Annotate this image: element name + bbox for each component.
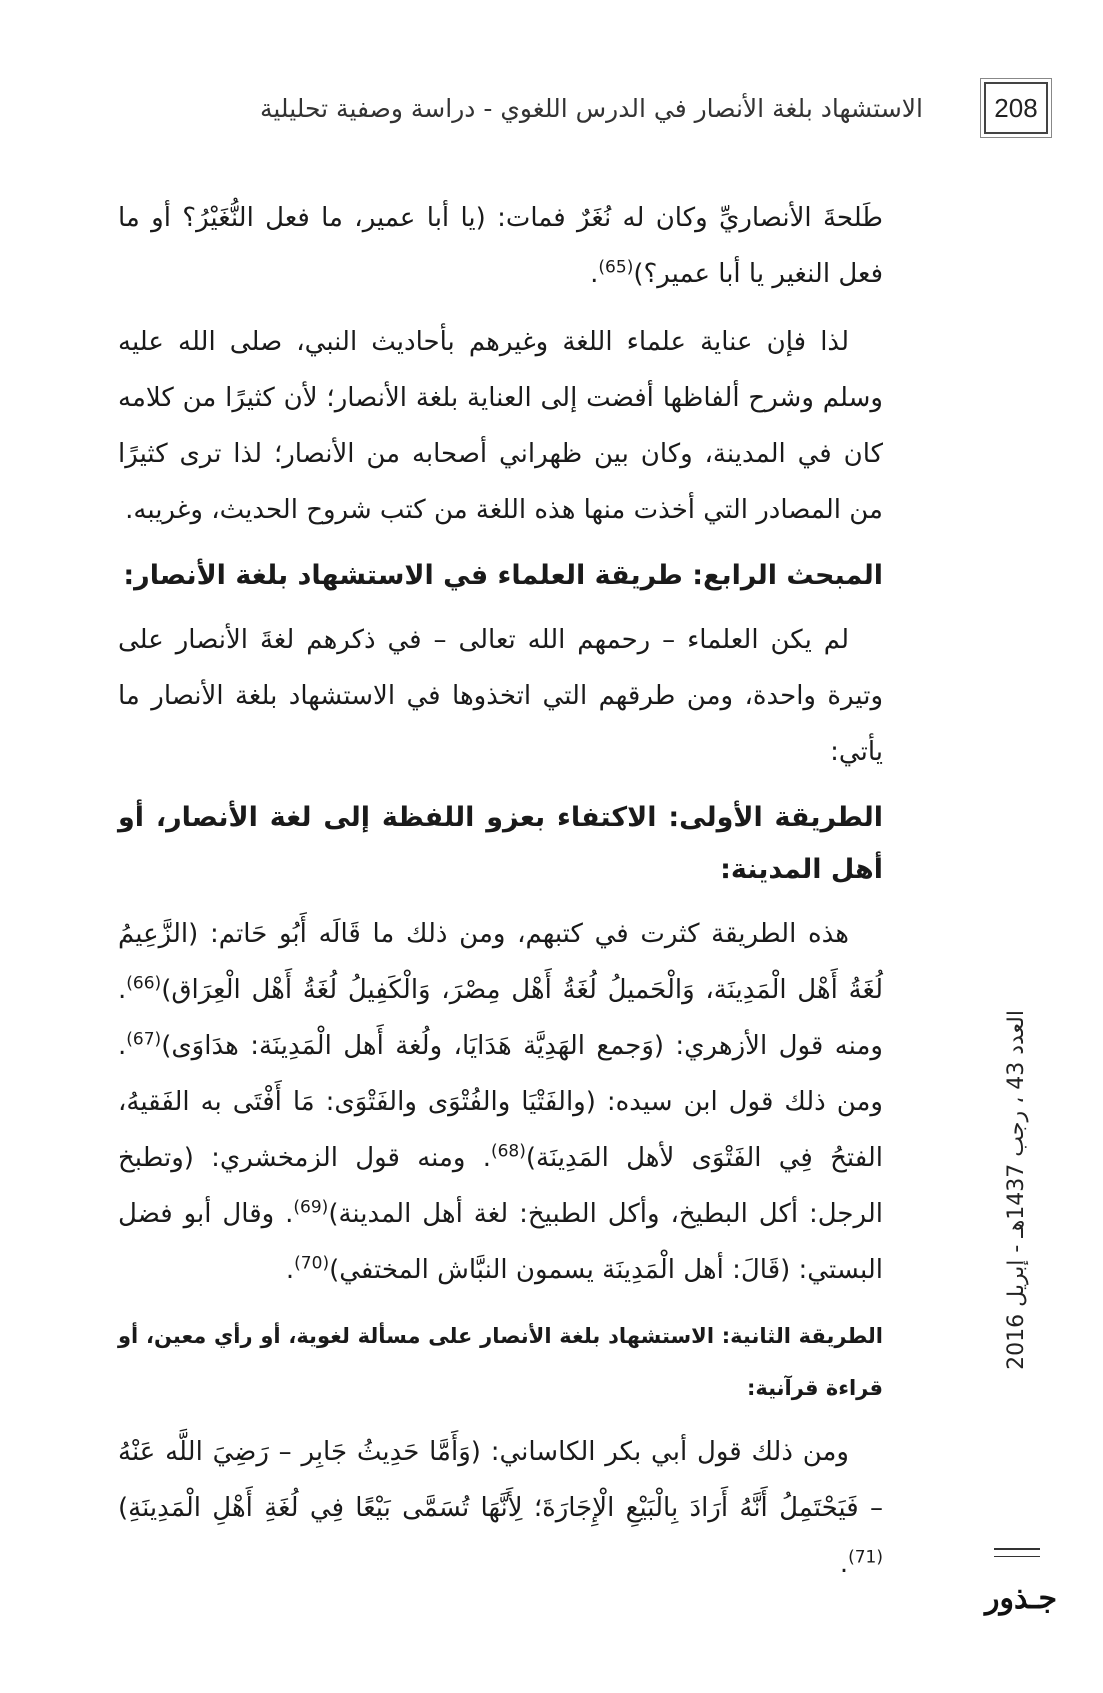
footnote-ref-65: (65)	[598, 257, 634, 278]
paragraph-5	[118, 1424, 883, 1592]
quote-ibn-sidah: . ومن ذلك قول ابن سيده: (والفَتْيَا والفُتْوَى والفَتْوَى: مَا أَفْتَى به الفَقيهُ، الفتحُ فِي الفَتْوَى لأهل المَدِينَة)	[118, 1031, 883, 1173]
method-heading-2: الطريقة الثانية: الاستشهاد بلغة الأنصار على مسألة لغوية، أو رأي معين، أو قراءة قرآنية:	[118, 1324, 883, 1400]
footnote-ref-70: (70)	[294, 1253, 330, 1274]
section-heading-4: المبحث الرابع: طريقة العلماء في الاستشهاد بلغة الأنصار:	[123, 560, 883, 591]
paragraph-4-end: .	[285, 1255, 295, 1285]
issue-info: العدد 43 ، رجب 1437هـ - إبريل 2016	[1004, 1010, 1029, 1370]
paragraph-3: لم يكن العلماء – رحمهم الله تعالى – في ذكرهم لغةَ الأنصار على وتيرة واحدة، ومن طرقهم التي اتخذوها في الاستشهاد بلغة الأنصار ما يأتي:	[118, 625, 883, 767]
quote-zamakhshari: . ومنه قول الزمخشري: (وتطبخ الرجل: أكل البطيخ، وأكل الطبيخ: لغة أهل المدينة)	[118, 1143, 883, 1229]
paragraph-2: لذا فإن عناية علماء اللغة وغيرهم بأحاديث النبي، صلى الله عليه وسلم وشرح ألفاظها أفضت إلى العناية بلغة الأنصار؛ لأن كثيرًا من كلامه كان في المدينة، وكان بين ظهراني أصحابه من الأنصار؛ لذا ترى كثيرًا من المصادر التي أخذت منها هذه اللغة من كتب شروح الحديث، وغريبه.	[118, 327, 883, 525]
side-divider	[994, 1548, 1040, 1557]
footnote-ref-66: (66)	[126, 973, 162, 994]
journal-logo: جـذور	[984, 1581, 1058, 1616]
paragraph-1: طَلحةَ الأنصاريِّ وكان له نُغَرٌ فمات: (يا أبا عمير، ما فعل النُّغَيْرُ؟ أو ما فعل النغير يا أبا عمير؟)$^{(65)}$.	[118, 203, 883, 289]
page-header	[130, 82, 1048, 146]
paragraph-1-text: طَلحةَ الأنصاريِّ وكان له نُغَرٌ فمات: (يا أبا عمير، ما فعل النُّغَيْرُ؟ أو ما فعل النغير يا أبا عمير؟)	[118, 203, 883, 289]
method-heading-1: الطريقة الأولى: الاكتفاء بعزو اللفظة إلى لغة الأنصار، أو أهل المدينة:	[118, 802, 883, 885]
article-body	[118, 190, 883, 1604]
footnote-ref-69: (69)	[293, 1197, 329, 1218]
page-number: 208	[984, 82, 1048, 134]
quote-busti: . وقال أبو فضل البستي: (قَالَ: أهل الْمَدِينَة يسمون النبَّاش المختفي)	[118, 1199, 883, 1285]
paragraph-5-end: .	[839, 1549, 849, 1579]
quote-kasani: ومن ذلك قول أبي بكر الكاساني: (وَأَمَّا حَدِيثُ جَابِر – رَضِيَ اللَّه عَنْهُ – فَيَحْتَمِلُ أَنَّهُ أَرَادَ بِالْبَيْعِ الْإِجَارَةَ؛ لِأَنَّهَا تُسَمَّى بَيْعًا فِي لُغَةِ أَهْلِ الْمَدِينَةِ)	[118, 1437, 883, 1523]
running-title: الاستشهاد بلغة الأنصار في الدرس اللغوي - دراسة وصفية تحليلية	[259, 94, 923, 123]
footnote-ref-67: (67)	[126, 1029, 162, 1050]
quote-azhari: . ومنه قول الأزهري: (وَجمع الهَدِيَّة هَدَايَا، ولُغة أَهل الْمَدِينَة: هدَاوَى)	[118, 975, 883, 1061]
issue-info-strip	[996, 1010, 1038, 1550]
footnote-ref-68: (68)	[490, 1141, 526, 1162]
footnote-ref-71: (71)	[848, 1547, 883, 1568]
paragraph-4	[118, 906, 883, 1298]
quote-abu-hatim: هذه الطريقة كثرت في كتبهم، ومن ذلك ما قَالَه أَبُو حَاتم: (الزَّعِيمُ لُغَةُ أَهْل الْمَدِينَة، وَالْحَميلُ لُغَةُ أَهْل مِصْرَ، وَالْكَفِيلُ لُغَةُ أَهْل الْعِرَاق)	[118, 919, 883, 1005]
